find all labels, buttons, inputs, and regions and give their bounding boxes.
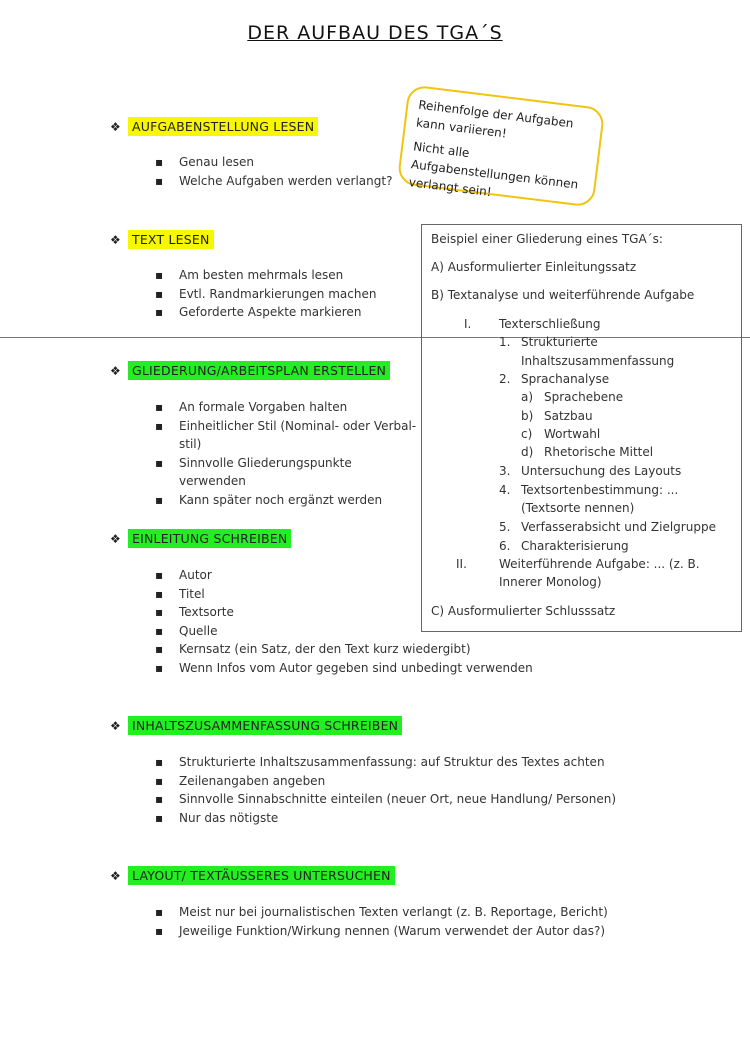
outline-number-text: (Textsorte nennen) xyxy=(521,501,635,515)
list-item: ▪ Am besten mehrmals lesen xyxy=(155,266,376,285)
outline-roman-text: Innerer Monolog) xyxy=(499,575,602,589)
list-item: ▪ Einheitlicher Stil (Nominal- oder Verbal-stil) xyxy=(155,417,420,454)
outline-number-text: Sprachanalyse xyxy=(521,372,610,386)
note-line-2: Nicht alle Aufgabenstellungen können verlangt sein! xyxy=(408,139,580,200)
outline-number: 4. xyxy=(499,483,511,497)
note-box xyxy=(397,84,606,207)
page-title: DER AUFBAU DES TGA´S xyxy=(247,22,503,44)
outline-number: 2. xyxy=(499,372,511,386)
outline-letter-text: Satzbau xyxy=(544,409,593,423)
outline-number: 3. xyxy=(499,464,511,478)
list-item: ▪ Textsorte xyxy=(155,603,655,622)
list-item: ▪ Welche Aufgaben werden verlangt? xyxy=(155,172,392,191)
outline-box xyxy=(421,224,742,632)
diamond-bullet-icon: ❖ xyxy=(110,868,121,883)
outline-letter: c) xyxy=(521,427,533,441)
section-heading: GLIEDERUNG/ARBEITSPLAN ERSTELLEN xyxy=(128,361,390,380)
section-heading: EINLEITUNG SCHREIBEN xyxy=(128,529,291,548)
list-item: ▪ An formale Vorgaben halten xyxy=(155,398,420,417)
list-item: ▪ Kann später noch ergänzt werden xyxy=(155,491,420,510)
section-gliederung xyxy=(110,361,430,507)
outline-title: Beispiel einer Gliederung eines TGA´s: xyxy=(431,232,663,246)
outline-number-text: Inhaltszusammenfassung xyxy=(521,354,675,368)
list-item: ▪ Titel xyxy=(155,585,655,604)
outline-item-b: B) Textanalyse und weiterführende Aufgabe xyxy=(431,288,695,302)
list-item: ▪ Quelle xyxy=(155,622,655,641)
diamond-bullet-icon: ❖ xyxy=(110,232,121,247)
outline-letter: a) xyxy=(521,390,534,404)
section-heading: INHALTSZUSAMMENFASSUNG SCHREIBEN xyxy=(128,716,402,735)
outline-roman-text: Texterschließung xyxy=(499,317,601,331)
outline-number: 1. xyxy=(499,335,511,349)
diamond-bullet-icon: ❖ xyxy=(110,363,121,378)
list-item: ▪ Genau lesen xyxy=(155,153,392,172)
section-aufgabenstellung xyxy=(110,117,430,188)
section-text-lesen xyxy=(110,230,430,319)
list-item: ▪ Autor xyxy=(155,566,655,585)
outline-item-c: C) Ausformulierter Schlusssatz xyxy=(431,604,616,618)
diamond-bullet-icon: ❖ xyxy=(110,718,121,733)
outline-letter: d) xyxy=(521,445,534,459)
outline-roman-numeral: I. xyxy=(464,317,472,331)
list-item: ▪ Zeilenangaben angeben xyxy=(155,772,695,791)
outline-letter-text: Rhetorische Mittel xyxy=(544,445,654,459)
list-item: ▪ Strukturierte Inhaltszusammenfassung: auf Struktur des Textes achten xyxy=(155,753,695,772)
list-item: ▪ Evtl. Randmarkierungen machen xyxy=(155,285,376,304)
outline-letter-text: Sprachebene xyxy=(544,390,624,404)
section-layout xyxy=(110,866,710,938)
section-inhaltszusammenfassung xyxy=(110,716,710,825)
outline-number-text: Charakterisierung xyxy=(521,539,629,553)
list-item: ▪ Sinnvolle Gliederungspunkte verwenden xyxy=(155,454,420,491)
outline-letter-text: Wortwahl xyxy=(544,427,601,441)
outline-number-text: Untersuchung des Layouts xyxy=(521,464,682,478)
list-item: ▪ Kernsatz (ein Satz, der den Text kurz wiedergibt) xyxy=(155,640,655,659)
list-item: ▪ Nur das nötigste xyxy=(155,809,695,828)
list-item: ▪ Meist nur bei journalistischen Texten verlangt (z. B. Reportage, Bericht) xyxy=(155,903,695,922)
diamond-bullet-icon: ❖ xyxy=(110,119,121,134)
list-item: ▪ Sinnvolle Sinnabschnitte einteilen (neuer Ort, neue Handlung/ Personen) xyxy=(155,790,695,809)
outline-item-a: A) Ausformulierter Einleitungssatz xyxy=(431,260,637,274)
section-heading: LAYOUT/ TEXTÄUSSERES UNTERSUCHEN xyxy=(128,866,395,885)
outline-number: 6. xyxy=(499,539,511,553)
note-line-1: Reihenfolge der Aufgaben kann variieren! xyxy=(415,97,575,141)
outline-roman-numeral: II. xyxy=(456,557,467,571)
diamond-bullet-icon: ❖ xyxy=(110,531,121,546)
list-item: ▪ Jeweilige Funktion/Wirkung nennen (Warum verwendet der Autor das?) xyxy=(155,922,695,941)
outline-number: 5. xyxy=(499,520,511,534)
outline-roman-text: Weiterführende Aufgabe: ... (z. B. xyxy=(499,557,700,571)
outline-number-text: Strukturierte xyxy=(521,335,598,349)
list-item: ▪ Geforderte Aspekte markieren xyxy=(155,303,376,322)
outline-number-text: Verfasserabsicht und Zielgruppe xyxy=(521,520,716,534)
outline-letter: b) xyxy=(521,409,534,423)
section-heading: AUFGABENSTELLUNG LESEN xyxy=(128,117,318,136)
list-item: ▪ Wenn Infos vom Autor gegeben sind unbedingt verwenden xyxy=(155,659,655,678)
outline-number-text: Textsortenbestimmung: ... xyxy=(521,483,679,497)
section-heading: TEXT LESEN xyxy=(128,230,214,249)
